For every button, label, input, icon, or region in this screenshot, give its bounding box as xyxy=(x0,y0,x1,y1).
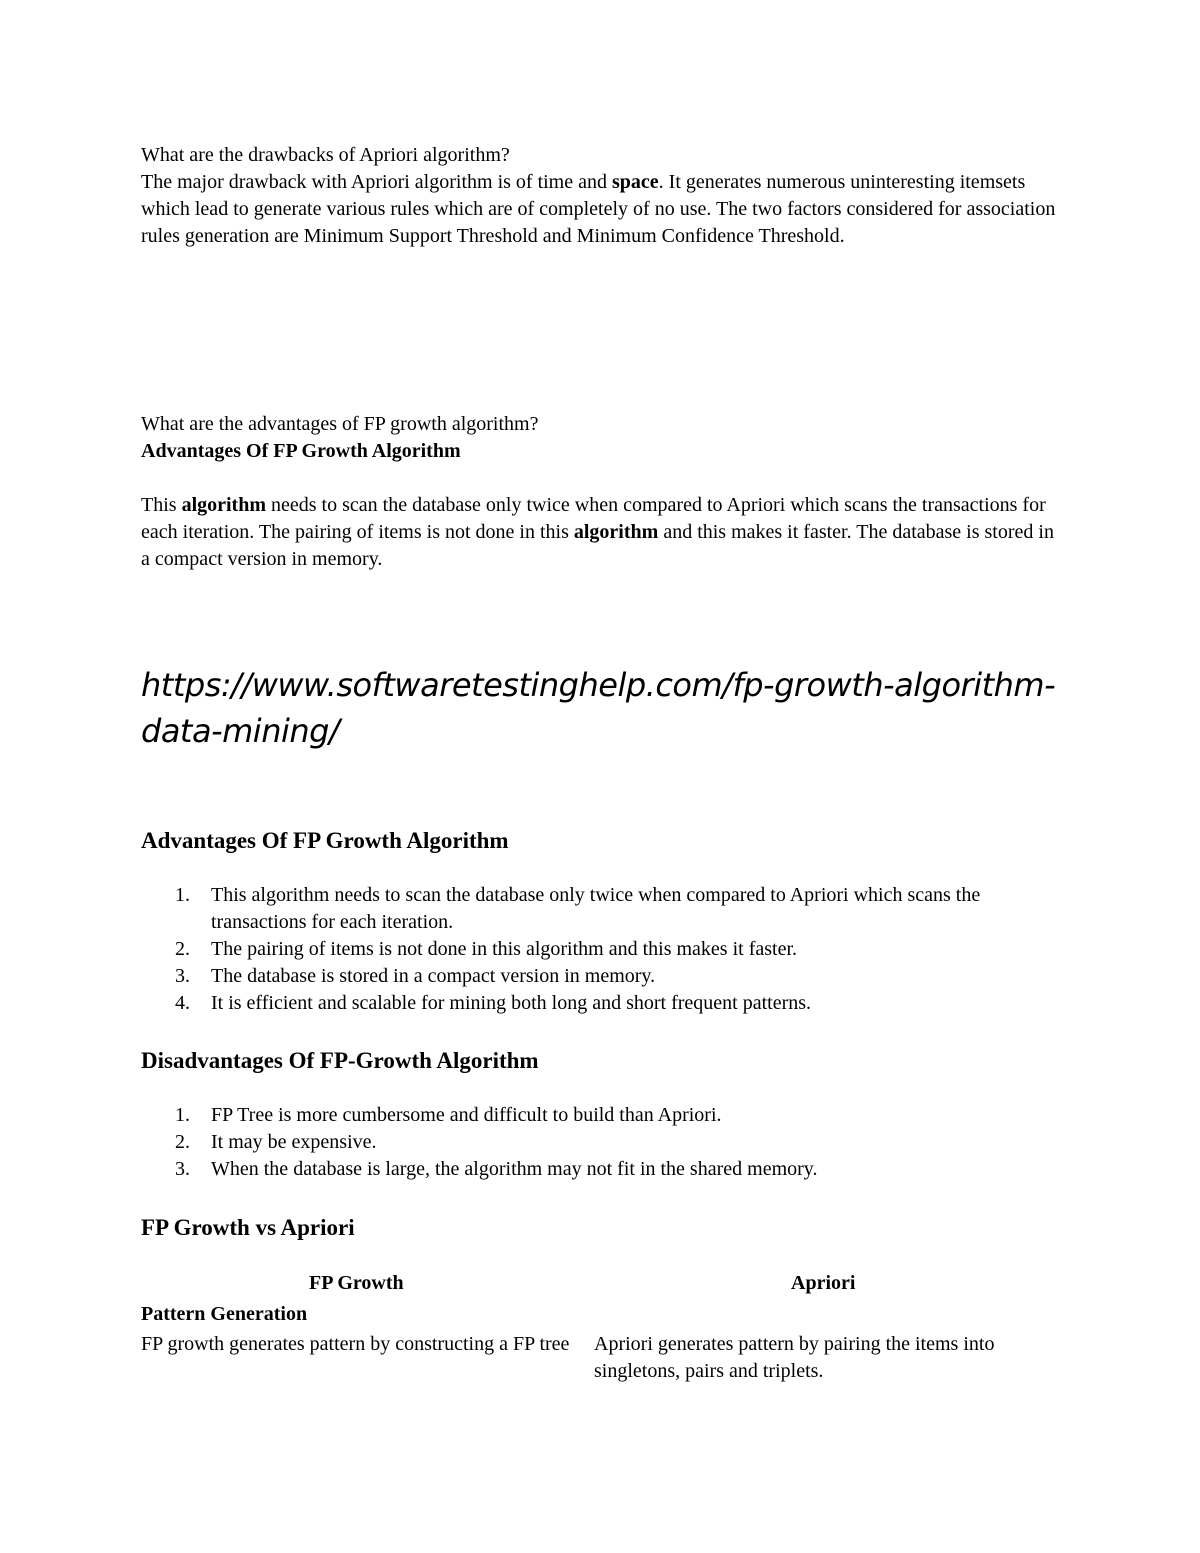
advantages-intro-section xyxy=(141,411,1061,573)
list-item-text: This algorithm needs to scan the database only twice when compared to Apriori which scans the transactions for each iteration. xyxy=(211,884,981,933)
disadvantages-section xyxy=(141,1046,1061,1183)
drawbacks-answer-text-1: The major drawback with Apriori algorithm is of time and xyxy=(141,171,612,193)
drawbacks-answer-text-2: . It generates numerous uninteresting itemsets which lead to generate various rules which are of completely of no use. The two factors considered for association rules generation are Minimum Support Threshold and Minimum Confidence Threshold. xyxy=(141,171,1056,247)
list-item xyxy=(141,963,1061,990)
list-item-text: The pairing of items is not done in this algorithm and this makes it faster. xyxy=(211,938,798,960)
list-item-text: It is efficient and scalable for mining both long and short frequent patterns. xyxy=(211,992,812,1014)
list-item-text: When the database is large, the algorithm may not fit in the shared memory. xyxy=(211,1158,818,1180)
comparison-heading: FP Growth vs Apriori xyxy=(141,1215,355,1240)
advantages-question: What are the advantages of FP growth algorithm? xyxy=(141,413,539,435)
advantages-paragraph-text-2: needs to scan the database only twice when compared to Apriori which scans the transactions for each iteration. The pairing of items is not done in this xyxy=(141,494,1046,543)
disadvantages-heading: Disadvantages Of FP-Growth Algorithm xyxy=(141,1048,539,1073)
comparison-row-label: Pattern Generation xyxy=(141,1303,308,1325)
drawbacks-answer-bold: space xyxy=(612,171,659,193)
list-item xyxy=(141,1129,1061,1156)
advantages-paragraph xyxy=(141,492,1061,573)
disadvantages-list xyxy=(141,1102,1061,1183)
comparison-section xyxy=(141,1213,1061,1243)
list-item-text: It may be expensive. xyxy=(211,1131,377,1153)
advantages-paragraph-bold-2: algorithm xyxy=(573,521,659,543)
list-item xyxy=(141,1156,1061,1183)
advantages-paragraph-bold-1: algorithm xyxy=(181,494,266,516)
list-item xyxy=(141,990,1061,1017)
drawbacks-section xyxy=(141,142,1061,250)
source-link[interactable] xyxy=(141,662,1061,754)
advantages-heading: Advantages Of FP Growth Algorithm xyxy=(141,828,509,853)
advantages-list-section xyxy=(141,826,1061,1017)
list-item xyxy=(141,1102,1061,1129)
source-link-line-1[interactable]: https://www.softwaretestinghelp.com/fp-growth-algorithm- xyxy=(141,666,1056,704)
list-item xyxy=(141,882,1061,936)
document-page xyxy=(141,0,1061,1553)
comparison-table xyxy=(141,1270,1051,1390)
drawbacks-question: What are the drawbacks of Apriori algorithm? xyxy=(141,144,510,166)
list-item-text: FP Tree is more cumbersome and difficult to build than Apriori. xyxy=(211,1104,722,1126)
list-item-number: 4. xyxy=(175,992,190,1014)
list-item-number: 2. xyxy=(175,1131,190,1153)
drawbacks-answer xyxy=(141,169,1061,250)
advantages-paragraph-text-3: and this makes it faster. The database is stored in a compact version in memory. xyxy=(141,521,1054,570)
advantages-paragraph-text-1: This xyxy=(141,494,182,516)
list-item-number: 2. xyxy=(175,938,190,960)
comparison-col-header-fp-growth: FP Growth xyxy=(309,1272,404,1294)
list-item-number: 3. xyxy=(175,965,190,987)
list-item-number: 3. xyxy=(175,1158,190,1180)
comparison-col-header-apriori: Apriori xyxy=(791,1272,856,1294)
advantages-inline-heading: Advantages Of FP Growth Algorithm xyxy=(141,440,461,462)
comparison-cell-fp-growth: FP growth generates pattern by constructing a FP tree xyxy=(141,1333,570,1355)
list-item xyxy=(141,936,1061,963)
comparison-cell-apriori: Apriori generates pattern by pairing the items into singletons, pairs and triplets. xyxy=(594,1333,995,1382)
list-item-number: 1. xyxy=(175,1104,190,1126)
source-link-line-2[interactable]: data-mining/ xyxy=(141,712,340,750)
list-item-text: The database is stored in a compact version in memory. xyxy=(211,965,656,987)
advantages-list xyxy=(141,882,1061,1017)
list-item-number: 1. xyxy=(175,884,190,906)
